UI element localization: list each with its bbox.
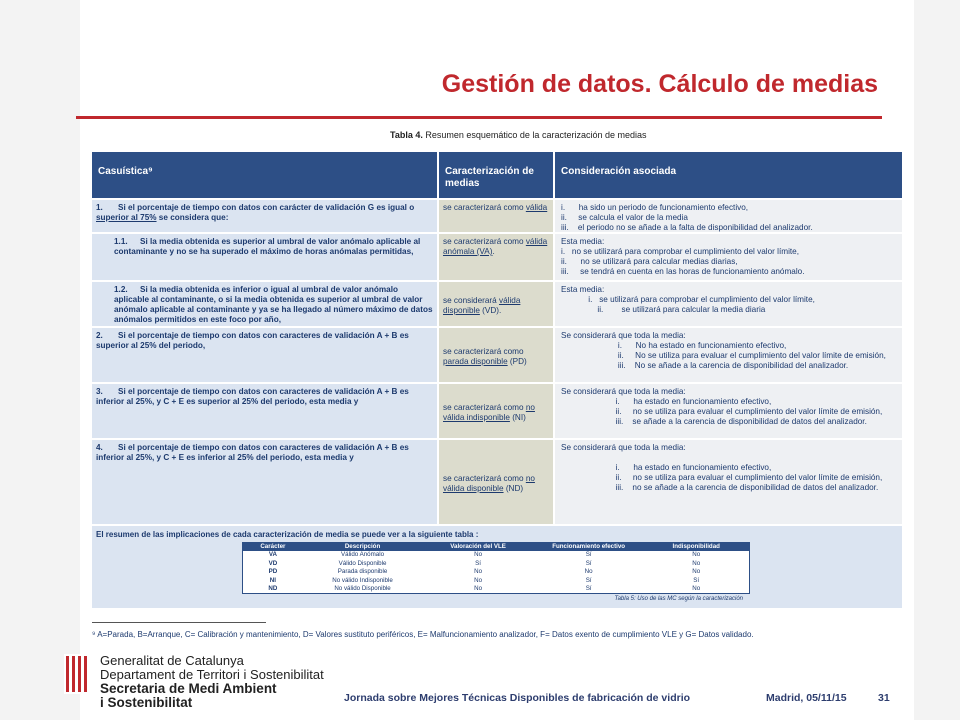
summary-cell: VA [268,551,277,559]
background-watermark [0,0,80,720]
consideration-cell [555,384,902,438]
characterization-text: se considerará [443,296,499,305]
summary-cell: No [474,576,483,584]
characterization-text: (ND) [503,484,524,493]
logo-line-2: Departament de Territori i Sostenibilitat [100,667,324,682]
logo-line-1: Generalitat de Catalunya [100,653,244,668]
consideration-line: ii. No se utiliza para evaluar el cumplimiento del valor límite de emisión, [561,351,886,360]
consideration-line: Esta media: [561,237,605,246]
characterization-cell [439,440,553,524]
summary-row [243,585,749,593]
case-text: Si la media obtenida es inferior o igual al umbral de valor anómalo aplicable al contaminante, o si la media obtenida es superior al umbral de valor anómalo aplicable al contaminante y ya se ha llegado al número máximo de datos anómalos permitidos en este foco por año, [114,285,433,324]
characterization-text: (NI) [509,413,526,422]
consideration-line: i. se utilizará para comprobar el cumplimiento del valor límite, [561,295,815,304]
summary-cell: No [474,568,483,576]
case-text: se considera que: [156,213,229,222]
summary-table [242,542,750,603]
consideration-line: i. ha estado en funcionamiento efectivo, [561,463,772,472]
logo-line-4: i Sostenibilitat [100,695,193,710]
summary-cell: Válido Anómalo [341,551,385,559]
case-cell [92,328,437,382]
consideration-line: Se considerará que toda la media: [561,331,686,340]
summary-cell: No válido Indisponible [332,576,393,584]
summary-cell: VD [268,559,278,567]
consideration-line [561,453,896,463]
summary-row [243,551,749,559]
consideration-line: i. ha sido un periodo de funcionamiento efectivo, [561,203,749,212]
consideration-line: ii. no se utilizará para calcular medias diarias, [561,257,738,266]
consideration-line: Se considerará que toda la media: [561,443,686,452]
summary-row [243,560,749,568]
consideration-cell [555,282,902,326]
characterization-text: se caracterizará como [443,474,526,483]
characterization-cell [439,384,553,438]
characterization-cell [439,282,553,326]
characterization-text: válida disponible [443,296,521,315]
case-text: superior al 75% [96,213,157,222]
table-caption-text: Resumen esquemático de la caracterización de medias [425,130,647,140]
summary-header-cell: Carácter [260,543,286,550]
consideration-line: ii. no se utiliza para evaluar el cumplimiento del valor límite de emisión, [561,407,883,416]
title-divider [76,116,882,119]
characterization-text: no válida indisponible [443,403,535,422]
summary-header-row [243,543,749,551]
summary-cell: Sí [585,551,592,559]
summary-cell: No [692,584,701,592]
catalonia-emblem-icon [64,654,92,694]
characterization-cell [439,234,553,280]
consideration-line: iii. no se añade a la carencia de disponibilidad de datos del analizador. [561,483,879,492]
logo-text [100,654,324,710]
summary-cell: Sí [475,559,481,567]
case-cell [92,440,437,524]
header-caracterizacion: Caracterización de medias [439,152,553,198]
case-text: Si el porcentaje de tiempo con datos con caracteres de validación A + B es inferior al 25%, y C + E es inferior al 25% del periodo, esta media y [96,443,409,462]
summary-cell: Sí [585,584,592,592]
summary-header-cell: Indisponibilidad [672,543,720,550]
case-text: Si el porcentaje de tiempo con datos con carácter de validación G es igual o [118,203,415,212]
consideration-line: i. No ha estado en funcionamiento efectivo, [561,341,787,350]
summary-cell: Parada disponible [337,568,388,576]
summary-header-cell: Valoración del VLE [450,543,506,550]
characterization-text: parada disponible [443,357,508,366]
characterization-text: no válida disponible [443,474,535,493]
summary-cell: ND [268,584,278,592]
summary-row [243,568,749,576]
consideration-line: iii. se añade a la carencia de disponibilidad de datos del analizador. [561,417,867,426]
case-cell [92,200,437,232]
consideration-line: i. ha estado en funcionamiento efectivo, [561,397,772,406]
summary-header-cell: Descripción [344,543,381,550]
consideration-line: ii. no se utiliza para evaluar el cumplimiento del valor límite de emisión, [561,473,883,482]
slide-title: Gestión de datos. Cálculo de medias [441,70,878,98]
summary-row [243,577,749,585]
case-cell [92,384,437,438]
footnote: ⁹ A=Parada, B=Arranque, C= Calibración y mantenimiento, D= Valores sustituto periféricos, E= Malfuncionamiento analizador, F= Datos exento de cumplimiento VLE y G= Datos validado. [92,630,754,639]
case-number: 3. [96,387,103,396]
characterization-text: se caracterizará como [443,203,526,212]
summary-cell: No [584,568,593,576]
summary-cell: Sí [693,576,700,584]
characterization-text: se caracterizará como [443,237,526,246]
summary-header-cell: Funcionamiento efectivo [552,543,626,550]
summary-table-body [243,543,749,593]
characterization-text: (VD). [479,306,502,315]
characterization-text: (PD) [507,357,527,366]
summary-cell: No válido Disponible [334,584,391,592]
summary-cell: No [474,551,483,559]
footnote-divider [92,622,266,623]
case-text: Si la media obtenida es superior al umbral de valor anómalo aplicable al contaminante y no se ha superado el máximo de horas anómalas permitidas, [114,237,421,256]
consideration-line: iii. No se añade a la carencia de disponibilidad del analizador. [561,361,849,370]
summary-cell: No [692,559,701,567]
characterization-text: se caracterizará como [443,347,524,356]
page-number: 31 [878,692,890,704]
footer-event: Jornada sobre Mejores Técnicas Disponibles de fabricación de vidrio [344,692,691,704]
characterization-cell [439,328,553,382]
document-image [80,122,914,646]
logo-line-3: Secretaria de Medi Ambient [100,681,277,696]
consideration-cell [555,234,902,280]
summary-cell: PD [268,568,278,576]
table-caption [390,130,647,140]
table-caption-label: Tabla 4. [390,130,423,140]
case-number: 1.2. [114,285,128,294]
consideration-line: iii. se tendrá en cuenta en las horas de funcionamiento anómalo. [561,267,805,276]
case-number: 1. [96,203,103,212]
summary-table-caption: Tabla 5: Uso de las MC según la caracterización [614,596,743,603]
summary-cell: No [692,568,701,576]
characterization-text: . [492,247,495,256]
background-watermark [914,0,960,720]
summary-cell: Válido Disponible [338,559,387,567]
characterization-text: válida anómala (VA) [443,237,548,256]
summary-cell: Sí [585,559,592,567]
characterization-cell [439,200,553,232]
summary-cell: NI [269,576,276,584]
characterization-text: válida [525,203,548,212]
consideration-line: i. no se utilizará para comprobar el cumplimiento del valor límite, [561,247,799,256]
case-number: 4. [96,443,103,452]
consideration-line: ii. se utilizará para calcular la media diaria [561,305,766,314]
header-consideracion: Consideración asociada [555,152,902,198]
summary-section [92,526,902,608]
consideration-cell [555,328,902,382]
footer-date: Madrid, 05/11/15 [766,692,847,704]
case-text: Si el porcentaje de tiempo con datos con caracteres de validación A + B es inferior al 25%, y C + E es superior al 25% del periodo, esta media y [96,387,409,406]
header-casuistica: Casuística⁹ [92,152,437,198]
summary-cell: Sí [585,576,592,584]
consideration-line: Se considerará que toda la media: [561,387,686,396]
case-cell [92,234,437,280]
summary-text: El resumen de las implicaciones de cada caracterización de media se puede ver a la siguiente tabla : [96,530,479,539]
case-number: 1.1. [114,237,128,246]
consideration-cell [555,200,902,232]
case-text: Si el porcentaje de tiempo con datos con caracteres de validación A + B es superior al 25% del periodo, [96,331,409,350]
summary-cell: No [692,551,701,559]
summary-cell: No [474,584,483,592]
consideration-line: ii. se calcula el valor de la media [561,213,688,222]
case-cell [92,282,437,326]
case-number: 2. [96,331,103,340]
characterization-text: se caracterizará como [443,403,526,412]
consideration-line: Esta media: [561,285,605,294]
consideration-line: iii. el periodo no se añade a la falta de disponibilidad del analizador. [561,223,813,232]
consideration-cell [555,440,902,524]
